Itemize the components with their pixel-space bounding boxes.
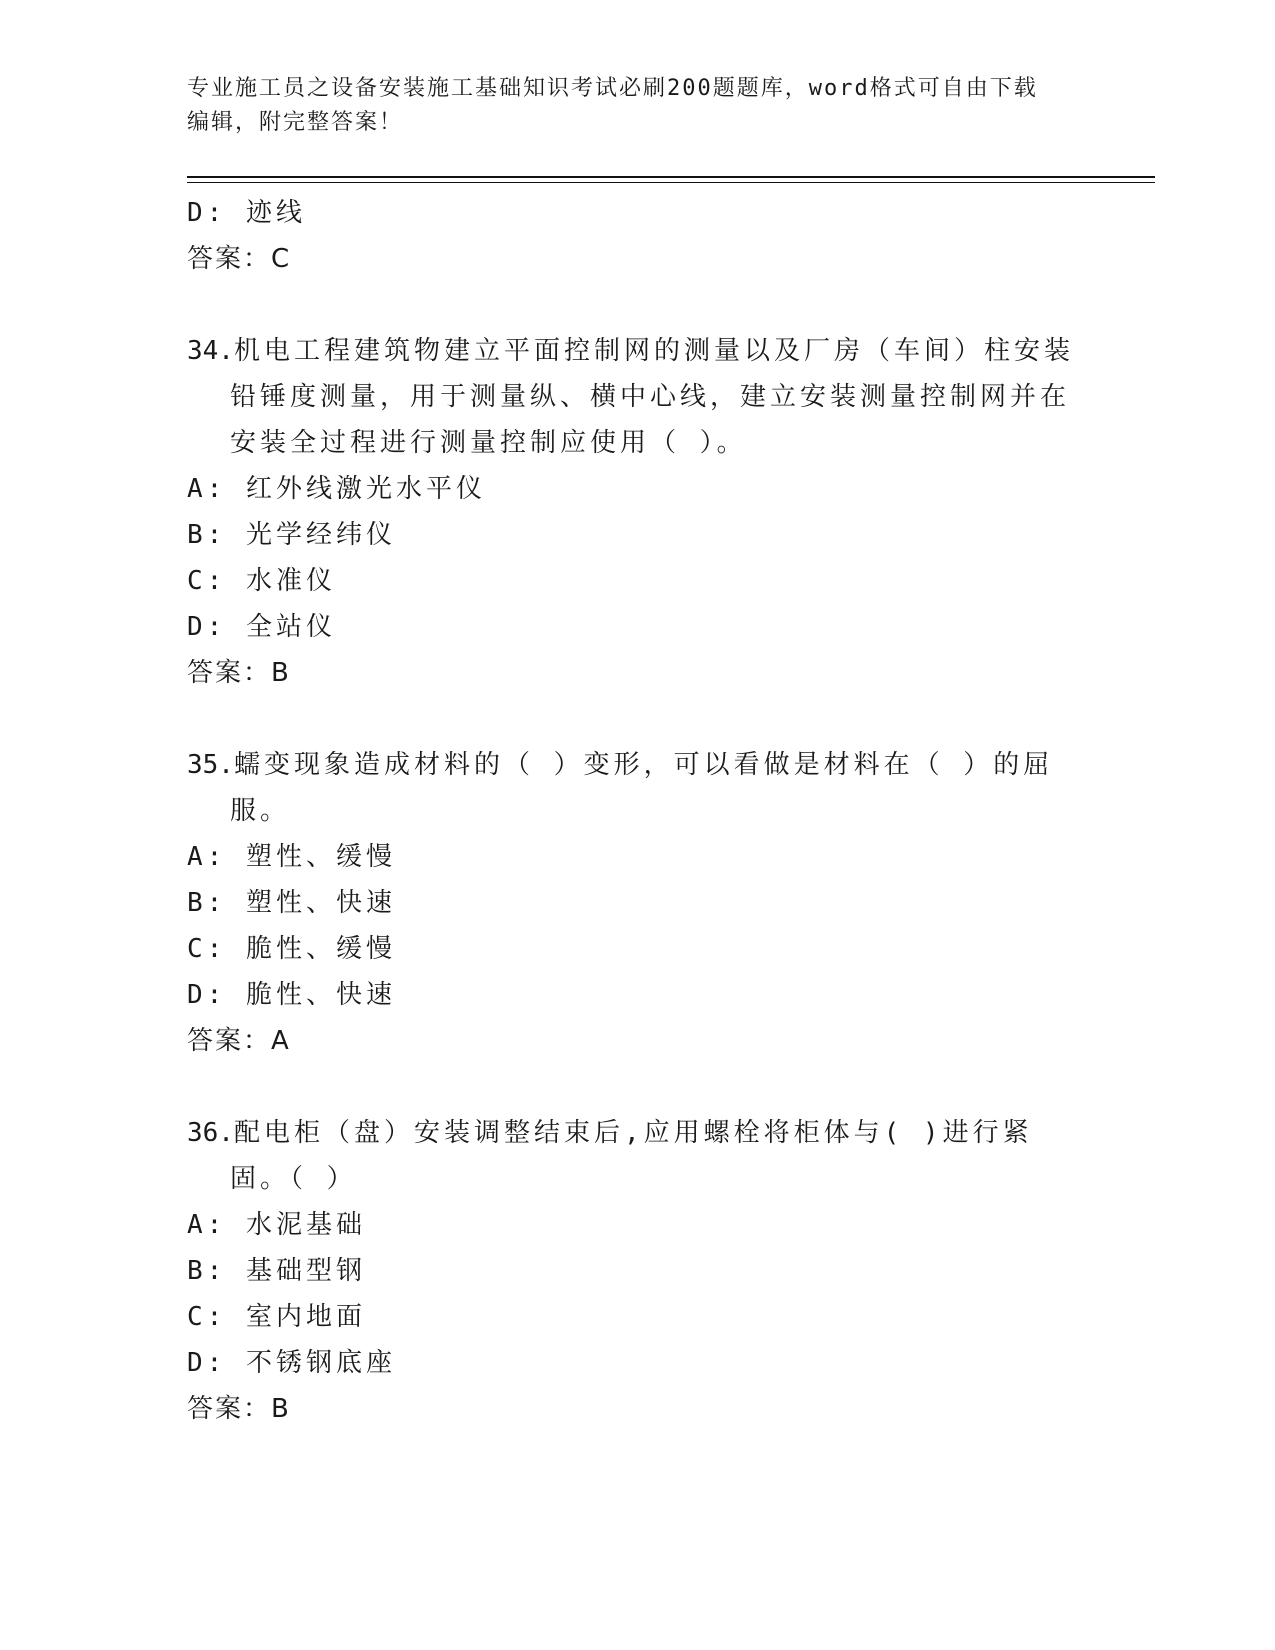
option-d: D: 脆性、快速 [187,980,396,1010]
question-text [187,328,1087,466]
answer-line: 答案：C [187,244,292,274]
header-divider-thin [187,182,1155,183]
question-number: 34. [187,336,234,366]
question-number: 36. [187,1118,234,1148]
option-d: D: 全站仪 [187,612,336,642]
header-line-1: 专业施工员之设备安装施工基础知识考试必刷200题题库，word格式可自由下载 [187,76,1038,101]
answer-line: 答案：B [187,1394,291,1424]
option-b: B: 光学经纬仪 [187,520,396,550]
question-stem: 蠕变现象造成材料的（ ）变形，可以看做是材料在（ ）的屈服。 [230,750,1054,826]
question-number: 35. [187,750,234,780]
question-text [187,742,1087,834]
previous-question-tail [187,190,1087,282]
question-stem: 配电柜（盘）安装调整结束后,应用螺栓将柜体与( )进行紧固。（ ） [230,1118,1033,1194]
question-stem: 机电工程建筑物建立平面控制网的测量以及厂房（车间）柱安装铅锤度测量，用于测量纵、横中心线，建立安装测量控制网并在安装全过程进行测量控制应使用（ ）。 [230,336,1074,458]
document-header [187,72,1087,140]
document-body [187,190,1087,1432]
option-b: B: 塑性、快速 [187,888,396,918]
question-35 [187,742,1087,1064]
option-c: C: 脆性、缓慢 [187,934,396,964]
option-c: C: 室内地面 [187,1302,366,1332]
option-a: A: 塑性、缓慢 [187,842,396,872]
option-d: D: 迹线 [187,198,306,228]
answer-line: 答案：B [187,658,291,688]
option-a: A: 红外线激光水平仪 [187,474,486,504]
header-line-2: 编辑，附完整答案！ [187,110,404,135]
answer-line: 答案：A [187,1026,291,1056]
option-a: A: 水泥基础 [187,1210,366,1240]
question-36 [187,1110,1087,1432]
option-b: B: 基础型钢 [187,1256,366,1286]
option-d: D: 不锈钢底座 [187,1348,396,1378]
question-34 [187,328,1087,696]
question-text [187,1110,1087,1202]
header-divider-thick [187,176,1155,178]
option-c: C: 水准仪 [187,566,336,596]
